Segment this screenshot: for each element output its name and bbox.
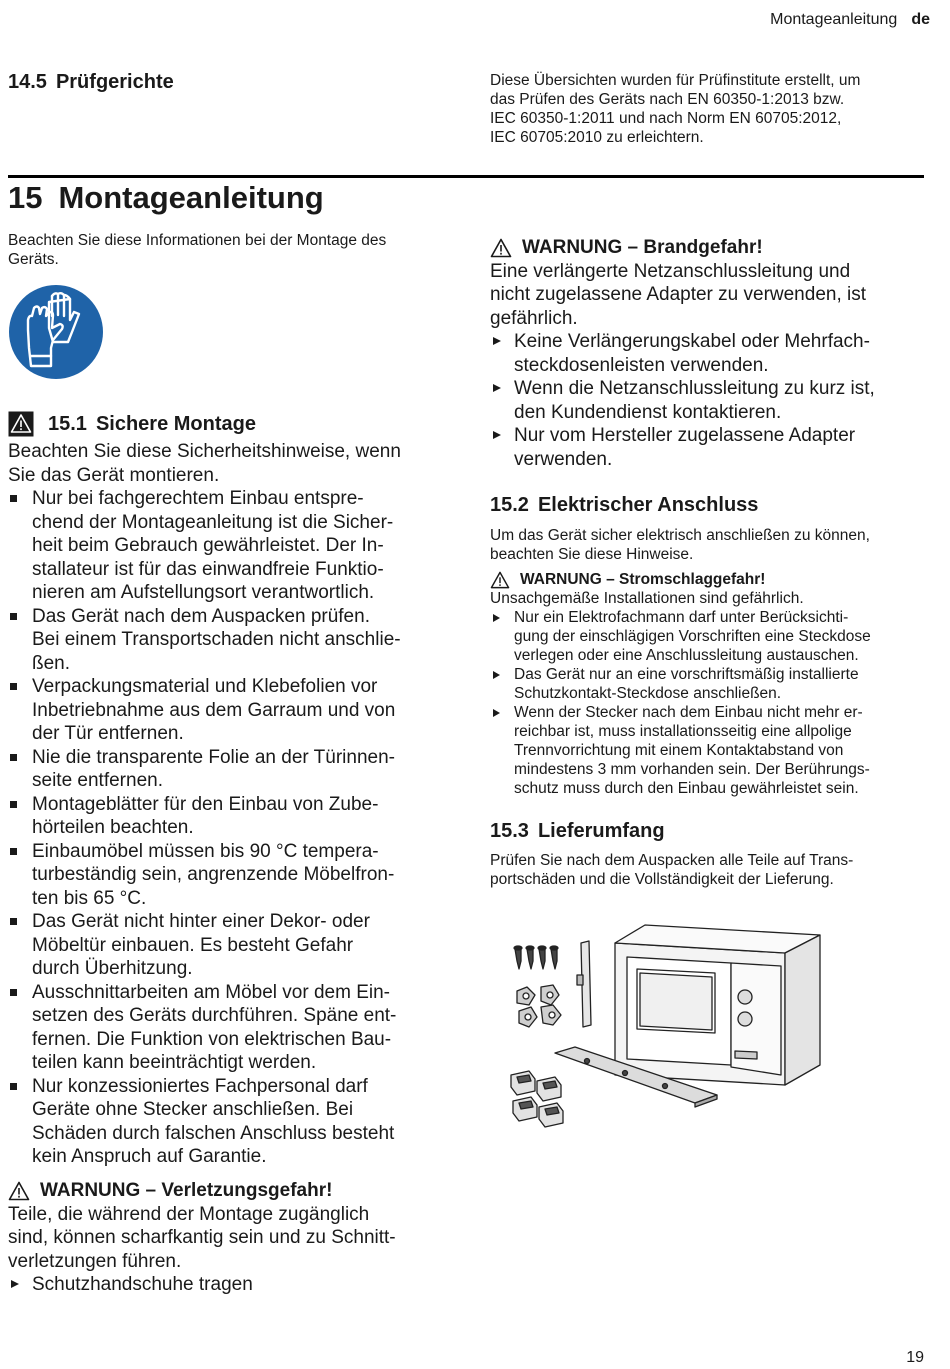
action-list <box>490 608 930 798</box>
language-code: de <box>911 11 930 28</box>
page-header <box>770 11 930 29</box>
screws-icon <box>514 946 558 969</box>
list-item: Verpackungsmaterial und Klebefolien vor Inbetriebnahme aus dem Garraum und von der Tür entfernen. <box>8 675 453 746</box>
action-item: Nur vom Hersteller zugelassene Adapter verwenden. <box>490 424 930 471</box>
list-item: Nur bei fachgerechtem Einbau entspre- chend der Montageanleitung ist die Sicher- heit beim Gebrauch gewährleistet. Der In- stallateur ist für das einwandfreie Funktio- nieren am Aufstellungsort verantwortlich. <box>8 487 453 605</box>
safety-list <box>8 487 453 1169</box>
vertical-bracket-icon <box>577 941 591 1027</box>
clips-icon <box>517 985 561 1027</box>
action-item: Nur ein Elektrofachmann darf unter Berücksichti- gung der einschlägigen Vorschriften eine Steckdose verlegen oder eine Anschlussleitung austauschen. <box>490 608 930 665</box>
section-number: 15.3 <box>490 820 529 842</box>
section-14-5-heading <box>8 71 174 94</box>
page-number: 19 <box>906 1349 924 1366</box>
warning-heading: WARNUNG – Stromschlaggefahr! <box>490 570 930 589</box>
injury-warning: WARNUNG – Verletzungsgefahr! Teile, die während der Montage zugänglich sind, können scharfkantig sein und zu Schnitt- verletzungen führen. Schutzhandschuhe tragen <box>8 1179 453 1297</box>
section-title: Elektrischer Anschluss <box>537 494 759 516</box>
protective-gloves-mandatory-icon <box>8 284 104 385</box>
action-item: Wenn der Stecker nach dem Einbau nicht mehr er- reichbar ist, muss installationsseitig eine allpolige Trennvorrichtung mit einem Kontaktabstand von mindestens 3 mm vorhanden sein. Der Berührungs- schutz muss durch den Einbau gewährleistet sein. <box>490 703 930 798</box>
list-item: Ausschnittarbeiten am Möbel vor dem Ein- setzen des Geräts durchführen. Späne ent- fernen. Die Funktion von elektrischen Bau- teilen kann beeinträchtigt werden. <box>8 981 453 1075</box>
section-number: 15.2 <box>490 494 529 516</box>
list-item: Montageblätter für den Einbau von Zube- hörteilen beachten. <box>8 793 453 840</box>
section-number: 15.1 <box>48 412 87 435</box>
action-list <box>8 1273 453 1297</box>
chapter-title: Montageanleitung <box>58 180 324 215</box>
warning-triangle-icon <box>490 571 510 589</box>
warning-heading: WARNUNG – Verletzungsgefahr! <box>8 1179 453 1203</box>
section-15-3-heading <box>490 820 665 843</box>
section-number: 14.5 <box>8 71 47 93</box>
section-15-1-body: Beachten Sie diese Sicherheitshinweise, wenn Sie das Gerät montieren. Nur bei fachgerechtem Einbau entspre- chend der Montageanleitung ist die Sicher- heit beim Gebrauch gewährleistet. Der In- stallateur ist für das einwandfreie Funktio- nieren am Aufstellungsort verantwortlich. Das Gerät nach dem Auspacken prüfen. Bei einem Transportschaden nicht anschlie- ßen. Verpackungsmaterial und Klebefolien vor Inbetriebnahme aus dem Garraum und von der Tür entfernen. Nie die transparente Folie an der Türinnen- seite entfernen. Montageblätter für den Einbau von Zube- hörteilen beachten. Einbaumöbel müssen bis 90 °C tempera- turbeständig sein, angrenzende Möbelfron- ten bis 65 °C. Das Gerät nicht hinter einer Dekor- oder Möbeltür einbauen. Es besteht Gefahr durch Überhitzung. Ausschnittarbeiten am Möbel vor dem Ein- setzen des Geräts durchführen. Späne ent- fernen. Die Funktion von elektrischen Bau- teilen kann beeinträchtigt werden. Nur konzessioniertes Fachpersonal darf Geräte ohne Stecker anschließen. Bei Schäden durch falschen Anschluss besteht kein Anspruch auf Garantie. <box>8 440 453 1169</box>
list-item: Einbaumöbel müssen bis 90 °C tempera- turbeständig sein, angrenzende Möbelfron- ten bis 65 °C. <box>8 840 453 911</box>
list-item: Nie die transparente Folie an der Türinnen- seite entfernen. <box>8 746 453 793</box>
section-15-2-body: Um das Gerät sicher elektrisch anschließen zu können, beachten Sie diese Hinweise. WARNUNG – Stromschlaggefahr! Unsachgemäße Installationen sind gefährlich. Nur ein Elektrofachmann darf unter Berücksichti- gung der einschlägigen Vorschriften eine Steckdose verlegen oder eine Anschlussleitung austauschen. Das Gerät nur an eine vorschriftsmäßig installierte Schutzkontakt-Steckdose anschließen. Wenn der Stecker nach dem Einbau nicht mehr er- reichbar ist, muss installationsseitig eine allpolige Trennvorrichtung mit einem Kontaktabstand von mindestens 3 mm vorhanden sein. Der Berührungs- schutz muss durch den Einbau gewährleistet sein. <box>490 526 930 798</box>
list-item: Nur konzessioniertes Fachpersonal darf Geräte ohne Stecker anschließen. Bei Schäden durch falschen Anschluss besteht kein Anspruch auf Garantie. <box>8 1075 453 1169</box>
section-15-3-text: Prüfen Sie nach dem Auspacken alle Teile auf Trans- portschäden und die Vollständigkeit der Lieferung. <box>490 852 854 888</box>
warning-triangle-icon <box>8 1181 30 1201</box>
section-15-2-heading <box>490 494 758 517</box>
section-title: Lieferumfang <box>537 820 665 842</box>
warning-heading: WARNUNG – Brandgefahr! <box>490 236 930 260</box>
chapter-number: 15 <box>8 180 43 215</box>
action-item: Schutzhandschuhe tragen <box>8 1273 453 1297</box>
chapter-heading <box>8 180 324 216</box>
section-15-1-heading <box>8 411 256 437</box>
chapter-rule <box>8 175 924 178</box>
fire-warning: WARNUNG – Brandgefahr! Eine verlängerte Netzanschlussleitung und nicht zugelassene Adapter zu verwenden, ist gefährlich. Keine Verlängerungskabel oder Mehrfach- steckdosenleisten verwenden. Wenn die Netzanschlussleitung zu kurz ist, den Kundendienst kontaktieren. Nur vom Hersteller zugelassene Adapter verwenden. <box>490 236 930 471</box>
chapter-intro: Beachten Sie diese Informationen bei der Montage des Geräts. <box>8 232 387 268</box>
action-list <box>490 330 930 471</box>
warning-triangle-icon <box>490 238 512 258</box>
section-title: Prüfgerichte <box>55 71 174 93</box>
action-item: Wenn die Netzanschlussleitung zu kurz ist, den Kundendienst kontaktieren. <box>490 377 930 424</box>
microwave-icon <box>615 925 820 1085</box>
warning-triangle-icon <box>8 411 34 437</box>
action-item: Keine Verlängerungskabel oder Mehrfach- steckdosenleisten verwenden. <box>490 330 930 377</box>
section-title: Sichere Montage <box>95 412 256 435</box>
action-item: Das Gerät nur an eine vorschriftsmäßig installierte Schutzkontakt-Steckdose anschließen. <box>490 665 930 703</box>
list-item: Das Gerät nach dem Auspacken prüfen. Bei einem Transportschaden nicht anschlie- ßen. <box>8 605 453 676</box>
header-title: Montageanleitung <box>770 11 898 28</box>
delivery-scope-illustration <box>495 915 835 1150</box>
list-item: Das Gerät nicht hinter einer Dekor- oder Möbeltür einbauen. Es besteht Gefahr durch Überhitzung. <box>8 910 453 981</box>
section-14-5-text: Diese Übersichten wurden für Prüfinstitute erstellt, um das Prüfen des Geräts nach EN 60350-1:2013 bzw. IEC 60350-1:2011 und nach Norm EN 60705:2012, IEC 60705:2010 zu erleichtern. <box>490 72 861 146</box>
feet-icon <box>511 1071 563 1127</box>
